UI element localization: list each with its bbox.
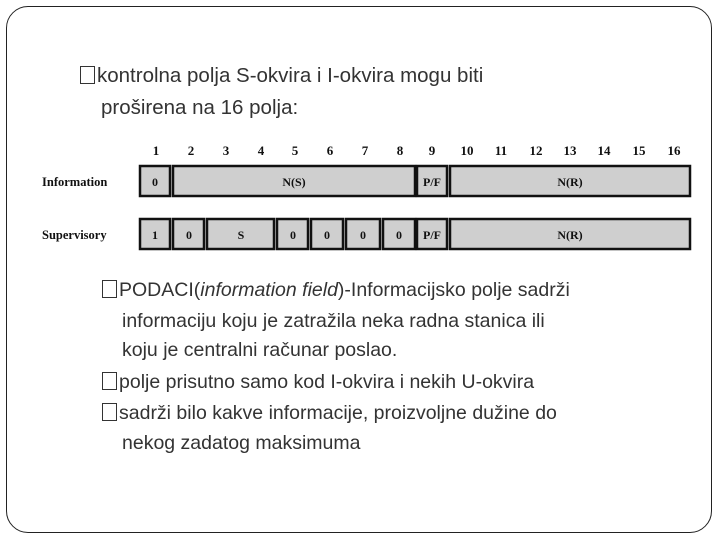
- bit-number: 3: [222, 143, 230, 158]
- control-field-diagram: [34, 130, 704, 266]
- podaci-term: PODACI: [119, 279, 194, 301]
- bit-number: 14: [597, 143, 611, 158]
- sup-bit-text: 0: [360, 228, 366, 242]
- heading-line-2: [101, 96, 298, 120]
- podaci-line-3: koju je centralni računar poslao.: [122, 339, 398, 361]
- heading-line-1: [80, 64, 483, 88]
- sadrzi-line-1: sadrži bilo kakve informacije, proizvoljne dužine do: [119, 402, 557, 424]
- sup-bit-text: 1: [152, 228, 158, 242]
- sup-pf-text: P/F: [423, 228, 441, 242]
- sadrzi-line-2: nekog zadatog maksimuma: [122, 432, 361, 454]
- bullet-box-icon: [80, 66, 95, 84]
- bullet-podaci: [102, 279, 570, 302]
- sup-s-text: S: [237, 228, 245, 242]
- bullet-sadrzi-line-2: [122, 432, 360, 455]
- information-row-label: Information: [42, 175, 108, 189]
- bit-number: 6: [326, 143, 334, 158]
- info-nr-text: N(R): [557, 175, 583, 189]
- bullet-box-icon: [102, 403, 117, 421]
- info-pf-text: P/F: [423, 175, 441, 189]
- sup-nr-text: N(R): [557, 228, 583, 242]
- heading-text-2: proširena na 16 polja:: [101, 96, 299, 119]
- sup-bit-text: 0: [186, 228, 192, 242]
- bullet-sadrzi: [102, 402, 557, 425]
- bit-number: 5: [291, 143, 299, 158]
- bullet-box-icon: [102, 372, 117, 390]
- bit-number: 2: [187, 143, 195, 158]
- information-row-fields: [140, 166, 690, 196]
- bit-number: 16: [667, 143, 681, 158]
- information-field-term: information field: [200, 279, 338, 301]
- bit-number: 10: [460, 143, 474, 158]
- supervisory-row-fields: [140, 219, 690, 249]
- bit-number: 4: [257, 143, 265, 158]
- supervisory-row-label: Supervisory: [42, 228, 107, 242]
- paren-open: (: [193, 279, 201, 301]
- bit-number: 13: [563, 143, 577, 158]
- bit-number: 11: [494, 143, 508, 158]
- bullet-box-icon: [102, 280, 117, 298]
- info-bit0-text: 0: [152, 175, 158, 189]
- bullet-prisutno: [102, 371, 534, 394]
- bit-number: 8: [396, 143, 404, 158]
- bullet-podaci-line-2: [122, 310, 545, 333]
- podaci-description: )-Informacijsko polje sadrži: [337, 279, 570, 301]
- bit-number: 9: [428, 143, 436, 158]
- info-ns-text: N(S): [282, 175, 306, 189]
- sup-bit-text: 0: [396, 228, 402, 242]
- bit-number: 1: [152, 143, 160, 158]
- sup-bit-text: 0: [324, 228, 330, 242]
- podaci-line-2: informaciju koju je zatražila neka radna stanica ili: [122, 310, 545, 332]
- sup-bit-text: 0: [290, 228, 296, 242]
- bit-number: 12: [529, 143, 543, 158]
- bit-number: 7: [361, 143, 369, 158]
- control-field-figure: [34, 130, 704, 266]
- prisutno-text: polje prisutno samo kod I-okvira i nekih U-okvira: [119, 371, 535, 393]
- bullet-podaci-line-3: [122, 339, 397, 362]
- bit-number: 15: [632, 143, 646, 158]
- heading-text-1: kontrolna polja S-okvira i I-okvira mogu biti: [97, 64, 484, 87]
